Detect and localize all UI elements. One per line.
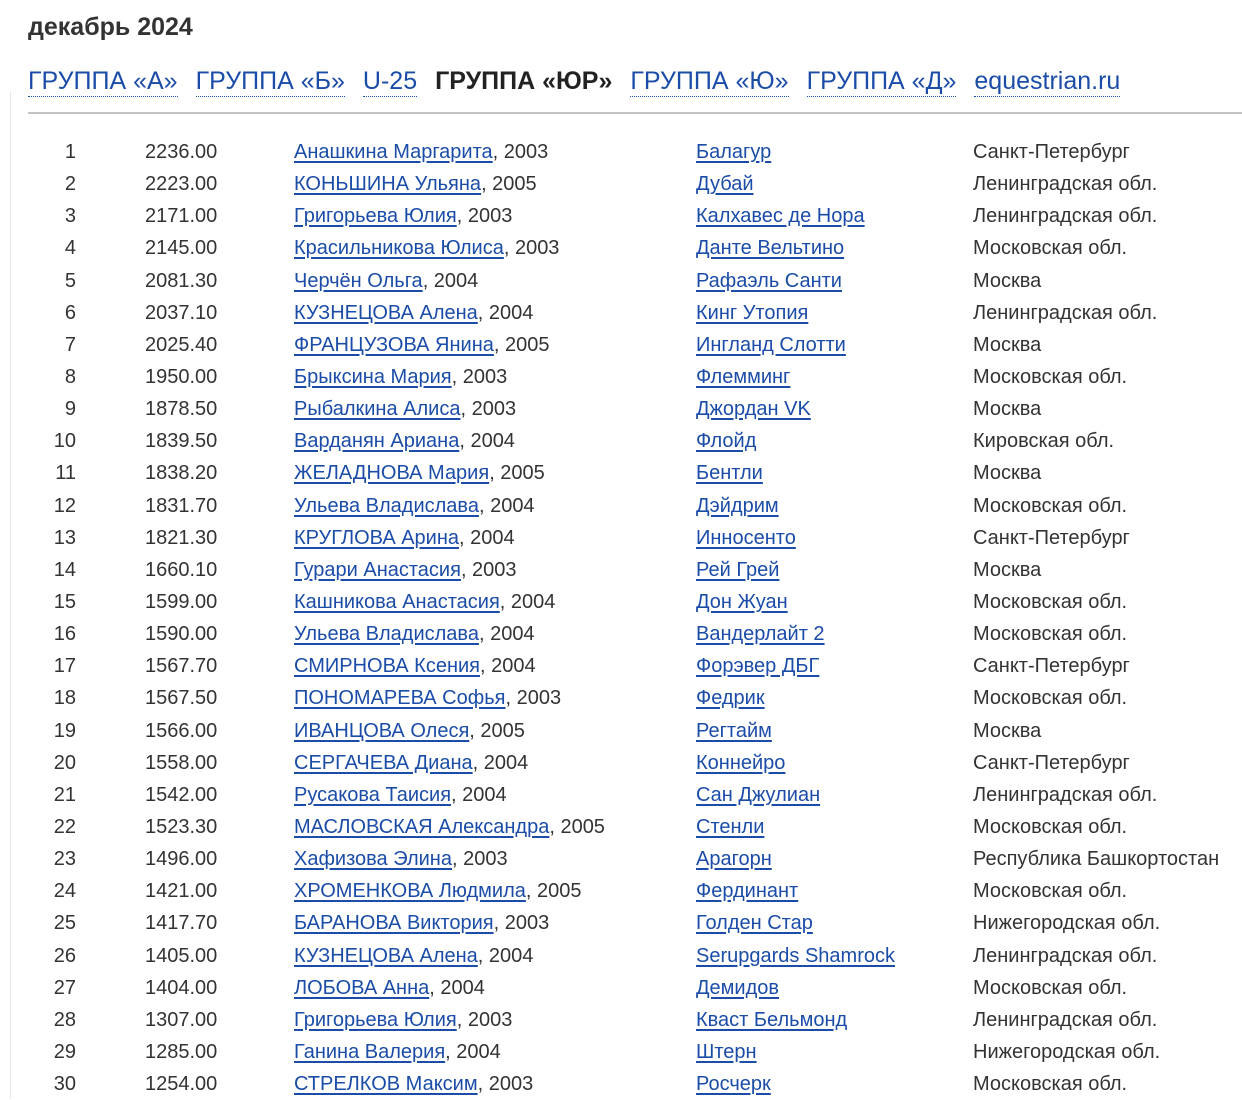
birth-year: , 2004 [478,623,535,646]
tab-группа-б[interactable]: ГРУППА «Б» [195,67,345,95]
ranking-row [0,586,1242,618]
ranking-row [0,425,1242,457]
points-value: 1839.50 [145,430,218,453]
rank-number: 22 [53,815,76,838]
rank-number: 12 [53,494,76,517]
rider-link[interactable]: СТРЕЛКОВ Максим [294,1073,478,1096]
points-value: 2171.00 [145,205,218,228]
region-text: Санкт-Петербург [973,751,1130,774]
ranking-row [0,329,1242,361]
points-value: 2081.30 [145,269,218,292]
horse-link[interactable]: Форэвер ДБГ [696,655,820,678]
horse-cell [696,1068,771,1100]
tab-группа-юр[interactable]: ГРУППА «ЮР» [435,67,613,95]
birth-year: , 2004 [480,655,536,678]
points-value: 1405.00 [145,944,218,967]
region-text: Московская обл. [973,880,1128,903]
rank-number: 30 [53,1073,76,1096]
rider-cell [294,682,561,714]
rider-cell [294,457,545,489]
rider-link[interactable]: Ульева Владислава [294,623,479,646]
region-text: Московская обл. [973,237,1128,260]
rank-number: 16 [53,623,76,646]
region-text: Московская обл. [973,494,1128,517]
birth-year: , 2004 [429,976,485,999]
rider-link[interactable]: СМИРНОВА Ксения [294,655,480,678]
region-text: Московская обл. [973,1073,1128,1096]
rider-cell [294,1036,501,1068]
horse-cell [696,361,790,393]
horse-cell [696,618,825,650]
horse-link[interactable]: Кинг Утопия [696,301,809,324]
horse-cell [696,554,779,586]
horse-cell [696,136,771,168]
horse-link[interactable]: Балагур [696,141,772,163]
region-text: Москва [973,719,1042,742]
rider-cell [294,297,533,329]
rider-cell [294,168,537,200]
horse-link[interactable]: Вандерлайт 2 [696,623,825,646]
rider-link[interactable]: БАРАНОВА Виктория [294,912,494,935]
rider-link[interactable]: Черчён Ольга [294,269,423,292]
region-text: Москва [973,333,1042,356]
horse-link[interactable]: Дэйдрим [696,494,779,517]
region-text: Московская обл. [973,687,1128,710]
region-text: Санкт-Петербург [973,655,1130,678]
birth-year: , 2005 [493,333,550,356]
horse-link[interactable]: Федрик [696,687,765,710]
rank-number: 29 [53,1040,76,1063]
rider-cell [294,843,508,875]
rider-cell [294,972,485,1004]
rank-number: 18 [53,687,76,710]
rider-link[interactable]: Ульева Владислава [294,494,479,517]
region-text: Московская обл. [973,976,1128,999]
horse-link[interactable]: Арагорн [696,848,772,871]
rider-cell [294,200,512,232]
points-value: 1660.10 [145,558,218,581]
tab-группа-а[interactable]: ГРУППА «А» [28,67,178,95]
rider-link[interactable]: Анашкина Маргарита [294,141,493,163]
region-text: Санкт-Петербург [973,526,1130,549]
horse-link[interactable]: Фердинант [696,880,799,903]
points-value: 1254.00 [145,1073,218,1096]
rank-number: 17 [53,655,76,678]
rank-number: 11 [55,462,76,485]
birth-year: , 2004 [422,269,479,292]
region-text: Ленинградская обл. [973,944,1158,967]
birth-year: , 2004 [478,494,535,517]
rider-cell [294,393,516,425]
horse-cell [696,779,820,811]
rider-link[interactable]: Брыксина Мария [294,365,452,388]
horse-link[interactable]: Дубай [696,173,754,196]
points-value: 1285.00 [145,1040,218,1063]
birth-year: , 2003 [492,141,549,163]
region-text: Кировская обл. [973,430,1115,453]
birth-year: , 2005 [549,815,605,838]
points-value: 1590.00 [145,623,218,646]
region-text: Москва [973,462,1042,485]
region-text: Нижегородская обл. [973,912,1161,935]
points-value: 1566.00 [145,719,218,742]
birth-year: , 2004 [477,944,534,967]
birth-year: , 2005 [525,880,582,903]
ranking-row [0,811,1242,843]
region-text: Ленинградская обл. [973,173,1158,196]
region-text: Москва [973,398,1042,421]
ranking-row [0,168,1242,200]
horse-link[interactable]: Сан Джулиан [696,783,821,806]
horse-cell [696,907,813,939]
birth-year: , 2004 [451,783,507,806]
horse-link[interactable]: Флемминг [696,365,791,388]
ranking-row [0,650,1242,682]
tab-группа-д[interactable]: ГРУППА «Д» [806,67,957,95]
points-value: 1821.30 [145,526,218,549]
horse-cell [696,586,788,618]
points-value: 1831.70 [145,494,218,517]
rider-link[interactable]: КОНЬШИНА Ульяна [294,173,482,196]
ranking-row [0,490,1242,522]
rider-cell [294,875,581,907]
rider-link[interactable]: Хафизова Элина [294,848,452,871]
rider-cell [294,361,507,393]
horse-cell [696,265,842,297]
rider-link[interactable]: КУЗНЕЦОВА Алена [294,944,478,967]
ranking-row [0,715,1242,747]
points-value: 1307.00 [145,1008,218,1031]
horse-cell [696,393,811,425]
rank-number: 14 [53,558,76,581]
group-tabs [28,66,1138,102]
rank-number: 15 [53,590,76,613]
horse-link[interactable]: Демидов [696,976,780,999]
rider-link[interactable]: ЖЕЛАДНОВА Мария [294,462,490,485]
rider-cell [294,136,548,168]
rider-cell [294,265,478,297]
rank-number: 8 [64,365,76,388]
birth-year: , 2003 [456,205,513,228]
rider-link[interactable]: КРУГЛОВА Арина [294,526,460,549]
horse-cell [696,972,779,1004]
region-text: Москва [973,558,1042,581]
region-text: Ленинградская обл. [973,205,1158,228]
horse-cell [696,811,764,843]
points-value: 2145.00 [145,237,218,260]
ranking-row [0,200,1242,232]
horse-link[interactable]: Джордан VK [696,398,811,421]
rider-link[interactable]: Русакова Таисия [294,783,452,806]
ranking-row [0,361,1242,393]
header-divider [28,112,1242,114]
rank-number: 13 [53,526,76,549]
birth-year: , 2003 [456,1008,513,1031]
rider-cell [294,907,549,939]
rank-number: 9 [64,398,76,421]
rank-number: 25 [53,912,76,935]
ranking-row [0,265,1242,297]
ranking-row [0,393,1242,425]
birth-year: , 2003 [451,848,508,871]
birth-year: , 2005 [489,462,545,485]
horse-link[interactable]: Дон Жуан [696,590,788,613]
points-value: 1421.00 [145,880,218,903]
points-value: 1417.70 [145,912,218,935]
birth-year: , 2004 [459,526,515,549]
ranking-row [0,457,1242,489]
points-value: 2236.00 [145,141,218,163]
rank-number: 21 [53,783,76,806]
page-title: декабрь 2024 [28,13,193,41]
rider-cell [294,650,536,682]
horse-cell [696,682,765,714]
points-value: 1878.50 [145,398,218,421]
rider-link[interactable]: КУЗНЕЦОВА Алена [294,301,478,324]
birth-year: , 2004 [459,430,515,453]
rider-link[interactable]: Гурари Анастасия [294,558,461,581]
rank-number: 20 [53,751,76,774]
horse-cell [696,843,772,875]
rider-link[interactable]: ФРАНЦУЗОВА Янина [294,333,494,356]
points-value: 1567.50 [145,687,218,710]
region-text: Московская обл. [973,590,1128,613]
horse-link[interactable]: Данте Вельтино [696,237,845,260]
rank-number: 10 [53,430,76,453]
horse-link[interactable]: Калхавес де Нора [696,205,865,228]
points-value: 2037.10 [145,301,218,324]
horse-cell [696,940,895,972]
horse-link[interactable]: Флойд [696,430,757,453]
horse-cell [696,425,756,457]
horse-cell [696,875,798,907]
region-text: Москва [973,269,1042,292]
rank-number: 7 [64,333,76,356]
ranking-row [0,522,1242,554]
birth-year: , 2003 [460,398,517,421]
ranking-row [0,1004,1242,1036]
ranking-row [0,297,1242,329]
ranking-row [0,1068,1242,1100]
points-value: 1404.00 [145,976,218,999]
horse-cell [696,715,772,747]
horse-cell [696,747,785,779]
rank-number: 27 [53,976,76,999]
points-value: 1523.30 [145,815,218,838]
ranking-row [0,618,1242,650]
ranking-row [0,940,1242,972]
rider-cell [294,425,515,457]
rider-link[interactable]: Ганина Валерия [294,1040,446,1063]
horse-link[interactable]: Штерн [696,1040,757,1063]
rider-cell [294,1068,533,1100]
horse-link[interactable]: Инносенто [696,526,796,549]
horse-link[interactable]: Serupgards Shamrock [696,944,895,967]
rider-cell [294,490,535,522]
rank-number: 28 [53,1008,76,1031]
ranking-row [0,779,1242,811]
horse-link[interactable]: Стенли [696,815,765,838]
rider-link[interactable]: Кашникова Анастасия [294,590,500,613]
birth-year: , 2005 [481,173,537,196]
ranking-row [0,682,1242,714]
rank-number: 26 [53,944,76,967]
horse-cell [696,522,796,554]
rider-cell [294,586,555,618]
rider-cell [294,618,535,650]
horse-cell [696,457,763,489]
birth-year: , 2004 [472,751,529,774]
rider-cell [294,779,507,811]
horse-cell [696,297,808,329]
region-text: Санкт-Петербург [973,141,1130,163]
ranking-row [0,232,1242,264]
rider-cell [294,522,515,554]
region-text: Московская обл. [973,815,1128,838]
birth-year: , 2003 [460,558,517,581]
rider-link[interactable]: Варданян Ариана [294,430,460,453]
rider-link[interactable]: ПОНОМАРЕВА Софья [294,687,506,710]
points-value: 1496.00 [145,848,218,871]
birth-year: , 2004 [499,590,556,613]
ranking-row [0,843,1242,875]
rider-cell [294,554,517,586]
rider-link[interactable]: Рыбалкина Алиса [294,398,461,421]
rider-link[interactable]: Григорьева Юлия [294,1008,457,1031]
horse-link[interactable]: Коннейро [696,751,786,774]
birth-year: , 2003 [477,1073,534,1096]
horse-cell [696,329,846,361]
points-value: 1599.00 [145,590,218,613]
rider-link[interactable]: ЛОБОВА Анна [294,976,430,999]
region-text: Ленинградская обл. [973,783,1158,806]
rank-number: 23 [53,848,76,871]
tab-группа-ю[interactable]: ГРУППА «Ю» [630,67,789,95]
rank-number: 6 [64,301,76,324]
tab-equestrian-ru[interactable]: equestrian.ru [974,67,1121,95]
birth-year: , 2003 [505,687,562,710]
points-value: 1542.00 [145,783,218,806]
points-value: 2223.00 [145,173,218,196]
rider-cell [294,1004,512,1036]
horse-cell [696,200,865,232]
birth-year: , 2003 [451,365,508,388]
rider-cell [294,329,549,361]
ranking-row [0,554,1242,586]
rider-cell [294,747,528,779]
points-value: 2025.40 [145,333,218,356]
points-value: 1950.00 [145,365,218,388]
rider-cell [294,715,525,747]
horse-link[interactable]: Ингланд Слотти [696,333,846,356]
rank-number: 2 [64,173,76,196]
horse-link[interactable]: Кваст Бельмонд [696,1008,848,1031]
region-text: Республика Башкортостан [973,848,1220,871]
horse-link[interactable]: Рей Грей [696,558,780,581]
birth-year: , 2004 [477,301,534,324]
rider-cell [294,232,559,264]
rider-link[interactable]: Красильникова Юлиса [294,237,504,260]
rank-number: 3 [64,205,76,228]
horse-cell [696,1036,757,1068]
horse-link[interactable]: Голден Стар [696,912,813,935]
region-text: Ленинградская обл. [973,1008,1158,1031]
rank-number: 4 [64,237,76,260]
birth-year: , 2003 [493,912,550,935]
region-text: Московская обл. [973,623,1128,646]
birth-year: , 2004 [445,1040,501,1063]
rider-cell [294,811,605,843]
horse-cell [696,1004,847,1036]
rank-number: 24 [53,880,76,903]
rider-cell [294,940,533,972]
ranking-row [0,907,1242,939]
horse-link[interactable]: Бентли [696,462,763,485]
points-value: 1558.00 [145,751,218,774]
horse-link[interactable]: Регтайм [696,719,772,742]
horse-cell [696,232,844,264]
rider-link[interactable]: ИВАНЦОВА Олеся [294,719,470,742]
horse-cell [696,490,779,522]
ranking-row [0,136,1242,168]
region-text: Нижегородская обл. [973,1040,1161,1063]
horse-cell [696,650,819,682]
points-value: 1567.70 [145,655,218,678]
birth-year: , 2005 [469,719,525,742]
region-text: Московская обл. [973,365,1128,388]
rider-link[interactable]: ХРОМЕНКОВА Людмила [294,880,526,903]
rider-link[interactable]: СЕРГАЧЕВА Диана [294,751,473,774]
region-text: Ленинградская обл. [973,301,1158,324]
ranking-list [0,136,1242,1100]
horse-cell [696,168,754,200]
tab-u-25[interactable]: U-25 [362,67,418,95]
ranking-row [0,875,1242,907]
points-value: 1838.20 [145,462,218,485]
rider-link[interactable]: Григорьева Юлия [294,205,457,228]
ranking-row [0,972,1242,1004]
birth-year: , 2003 [503,237,560,260]
rank-number: 5 [64,269,76,292]
horse-link[interactable]: Рафаэль Санти [696,269,842,292]
horse-link[interactable]: Росчерк [696,1073,771,1096]
ranking-row [0,1036,1242,1068]
rider-link[interactable]: МАСЛОВСКАЯ Александра [294,815,550,838]
rank-number: 1 [64,141,76,163]
ranking-row [0,747,1242,779]
rank-number: 19 [53,719,76,742]
